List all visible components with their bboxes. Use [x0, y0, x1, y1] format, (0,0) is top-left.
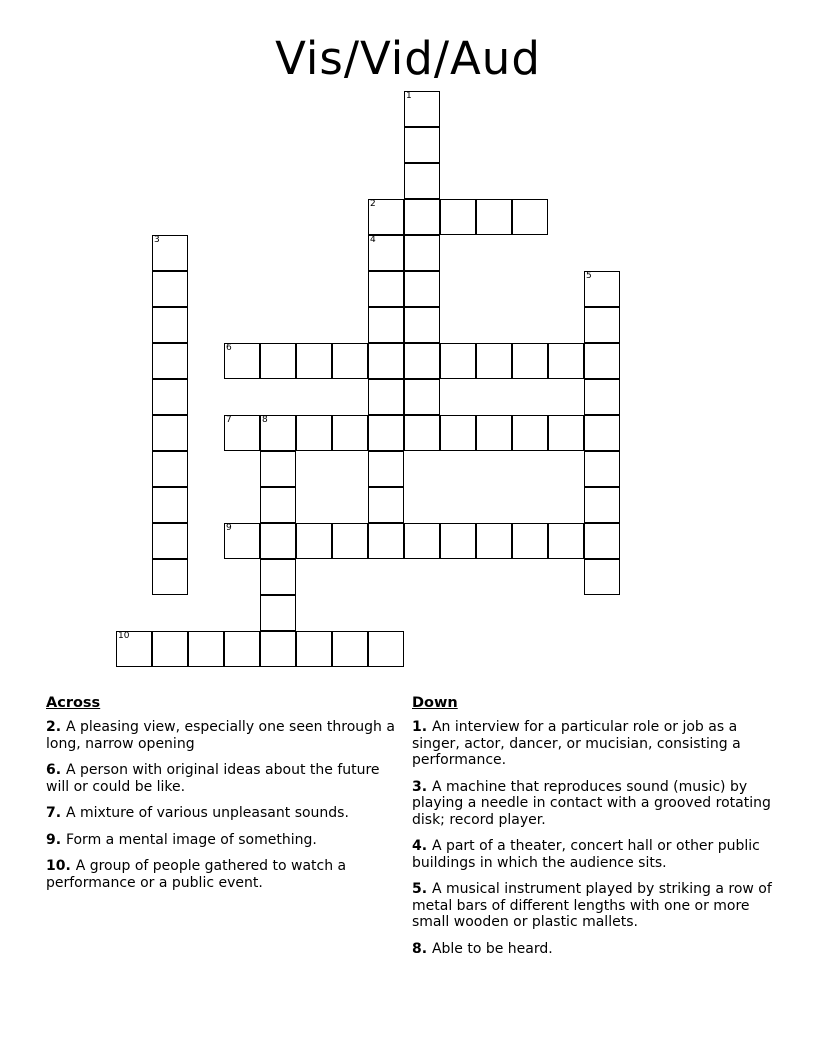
across-clue-text: A mixture of various unpleasant sounds. [65, 805, 349, 821]
grid-cell[interactable] [188, 631, 224, 667]
grid-cell[interactable] [332, 415, 368, 451]
across-clue-text: A pleasing view, especially one seen through a long, narrow opening [46, 719, 395, 752]
down-clue [412, 779, 772, 829]
grid-cell[interactable] [152, 271, 188, 307]
grid-cell[interactable] [152, 559, 188, 595]
grid-cell[interactable] [296, 415, 332, 451]
grid-cell[interactable] [332, 631, 368, 667]
grid-cell[interactable] [440, 199, 476, 235]
down-clue [412, 838, 772, 871]
down-clue-text: Able to be heard. [431, 940, 553, 957]
grid-cell[interactable] [260, 559, 296, 595]
grid-cell[interactable] [404, 235, 440, 271]
grid-cell[interactable] [224, 523, 260, 559]
grid-cell[interactable] [584, 271, 620, 307]
across-clue-number: 7. [46, 805, 66, 821]
across-heading: Across [46, 695, 101, 711]
grid-cell[interactable] [260, 343, 296, 379]
cell-number: 8 [262, 415, 268, 425]
cell-number: 3 [154, 235, 160, 245]
grid-cell[interactable] [368, 271, 404, 307]
grid-cell[interactable] [404, 127, 440, 163]
down-clue [412, 719, 772, 769]
down-clue-number: 8. [412, 940, 432, 957]
grid-cell[interactable] [152, 415, 188, 451]
grid-cell[interactable] [584, 451, 620, 487]
grid-cell[interactable] [368, 523, 404, 559]
grid-cell[interactable] [476, 523, 512, 559]
cell-number: 9 [226, 523, 232, 533]
grid-cell[interactable] [152, 631, 188, 667]
grid-cell[interactable] [152, 235, 188, 271]
across-clue [46, 858, 401, 891]
grid-cell[interactable] [404, 271, 440, 307]
down-column [412, 695, 772, 967]
grid-cell[interactable] [332, 343, 368, 379]
grid-cell[interactable] [296, 523, 332, 559]
down-clue-text: A machine that reproduces sound (music) by playing a needle in contact with a grooved rotating disk; record player. [412, 778, 771, 828]
grid-cell[interactable] [368, 451, 404, 487]
grid-cell[interactable] [512, 199, 548, 235]
down-clue-text: A part of a theater, concert hall or other public buildings in which the audience sits. [412, 838, 760, 871]
across-clue-number: 9. [46, 831, 66, 848]
grid-cell[interactable] [584, 379, 620, 415]
grid-cell[interactable] [404, 523, 440, 559]
cell-number: 4 [370, 235, 376, 245]
grid-cell[interactable] [152, 487, 188, 523]
grid-cell[interactable] [512, 415, 548, 451]
across-clue-text: Form a mental image of something. [65, 831, 317, 848]
grid-cell[interactable] [584, 559, 620, 595]
grid-cell[interactable] [260, 631, 296, 667]
down-clue [412, 941, 772, 958]
down-clue-number: 5. [412, 881, 432, 897]
grid-cell[interactable] [224, 343, 260, 379]
down-clue-number: 3. [412, 778, 432, 795]
grid-cell[interactable] [476, 343, 512, 379]
grid-cell[interactable] [116, 631, 152, 667]
cell-number: 1 [406, 91, 412, 101]
grid-cell[interactable] [368, 487, 404, 523]
grid-cell[interactable] [404, 91, 440, 127]
across-clue-text: A group of people gathered to watch a performance or a public event. [46, 858, 347, 891]
across-clue-number: 6. [46, 762, 66, 778]
cell-number: 6 [226, 343, 232, 353]
cell-number: 10 [118, 631, 130, 641]
down-clue-text: An interview for a particular role or job as a singer, actor, dancer, or mucisian, consisting a performance. [412, 719, 741, 768]
grid-cell[interactable] [260, 451, 296, 487]
across-clue [46, 805, 401, 822]
grid-cell[interactable] [584, 523, 620, 559]
grid-cell[interactable] [368, 343, 404, 379]
grid-cell[interactable] [368, 199, 404, 235]
grid-cell[interactable] [512, 523, 548, 559]
grid-cell[interactable] [296, 631, 332, 667]
grid-cell[interactable] [584, 307, 620, 343]
grid-cell[interactable] [404, 379, 440, 415]
across-clue [46, 832, 401, 849]
cell-number: 5 [586, 271, 592, 281]
grid-cell[interactable] [152, 523, 188, 559]
grid-cell[interactable] [404, 343, 440, 379]
grid-cell[interactable] [260, 487, 296, 523]
cell-number: 2 [370, 199, 376, 209]
across-clue-text: A person with original ideas about the future will or could be like. [46, 762, 380, 795]
down-heading: Down [412, 695, 458, 711]
clues-section [0, 695, 816, 1025]
across-clue-number: 10. [46, 858, 76, 874]
grid-cell[interactable] [512, 343, 548, 379]
across-clue-number: 2. [46, 719, 66, 735]
down-clue-number: 4. [412, 838, 432, 854]
grid-cell[interactable] [404, 415, 440, 451]
grid-cell[interactable] [440, 343, 476, 379]
grid-cell[interactable] [368, 307, 404, 343]
grid-cell[interactable] [404, 199, 440, 235]
across-clue [46, 719, 401, 752]
grid-cell[interactable] [224, 415, 260, 451]
grid-cell[interactable] [440, 523, 476, 559]
grid-cell[interactable] [548, 523, 584, 559]
grid-cell[interactable] [260, 415, 296, 451]
grid-cell[interactable] [296, 343, 332, 379]
grid-cell[interactable] [332, 523, 368, 559]
down-clue-text: A musical instrument played by striking a row of metal bars of different lengths with one or more small wooden or plastic mallets. [412, 881, 772, 930]
grid-cell[interactable] [368, 415, 404, 451]
grid-cell[interactable] [404, 163, 440, 199]
grid-cell[interactable] [584, 415, 620, 451]
across-clue [46, 762, 401, 795]
down-clue [412, 881, 772, 931]
grid-cell[interactable] [548, 343, 584, 379]
across-column [46, 695, 401, 901]
grid-cell[interactable] [548, 415, 584, 451]
grid-cell[interactable] [584, 343, 620, 379]
grid-cell[interactable] [152, 343, 188, 379]
grid-cell[interactable] [584, 487, 620, 523]
grid-cell[interactable] [440, 415, 476, 451]
grid-cell[interactable] [368, 379, 404, 415]
down-clue-number: 1. [412, 719, 432, 735]
grid-cell[interactable] [404, 307, 440, 343]
grid-cell[interactable] [368, 235, 404, 271]
grid-cell[interactable] [368, 631, 404, 667]
grid-cell[interactable] [260, 595, 296, 631]
grid-cell[interactable] [152, 379, 188, 415]
cell-number: 7 [226, 415, 232, 425]
grid-cell[interactable] [476, 199, 512, 235]
grid-cell[interactable] [476, 415, 512, 451]
crossword-grid [0, 91, 816, 676]
page-title: Vis/Vid/Aud [275, 32, 541, 85]
grid-cell[interactable] [260, 523, 296, 559]
grid-cell[interactable] [152, 307, 188, 343]
grid-cell[interactable] [224, 631, 260, 667]
grid-cell[interactable] [152, 451, 188, 487]
